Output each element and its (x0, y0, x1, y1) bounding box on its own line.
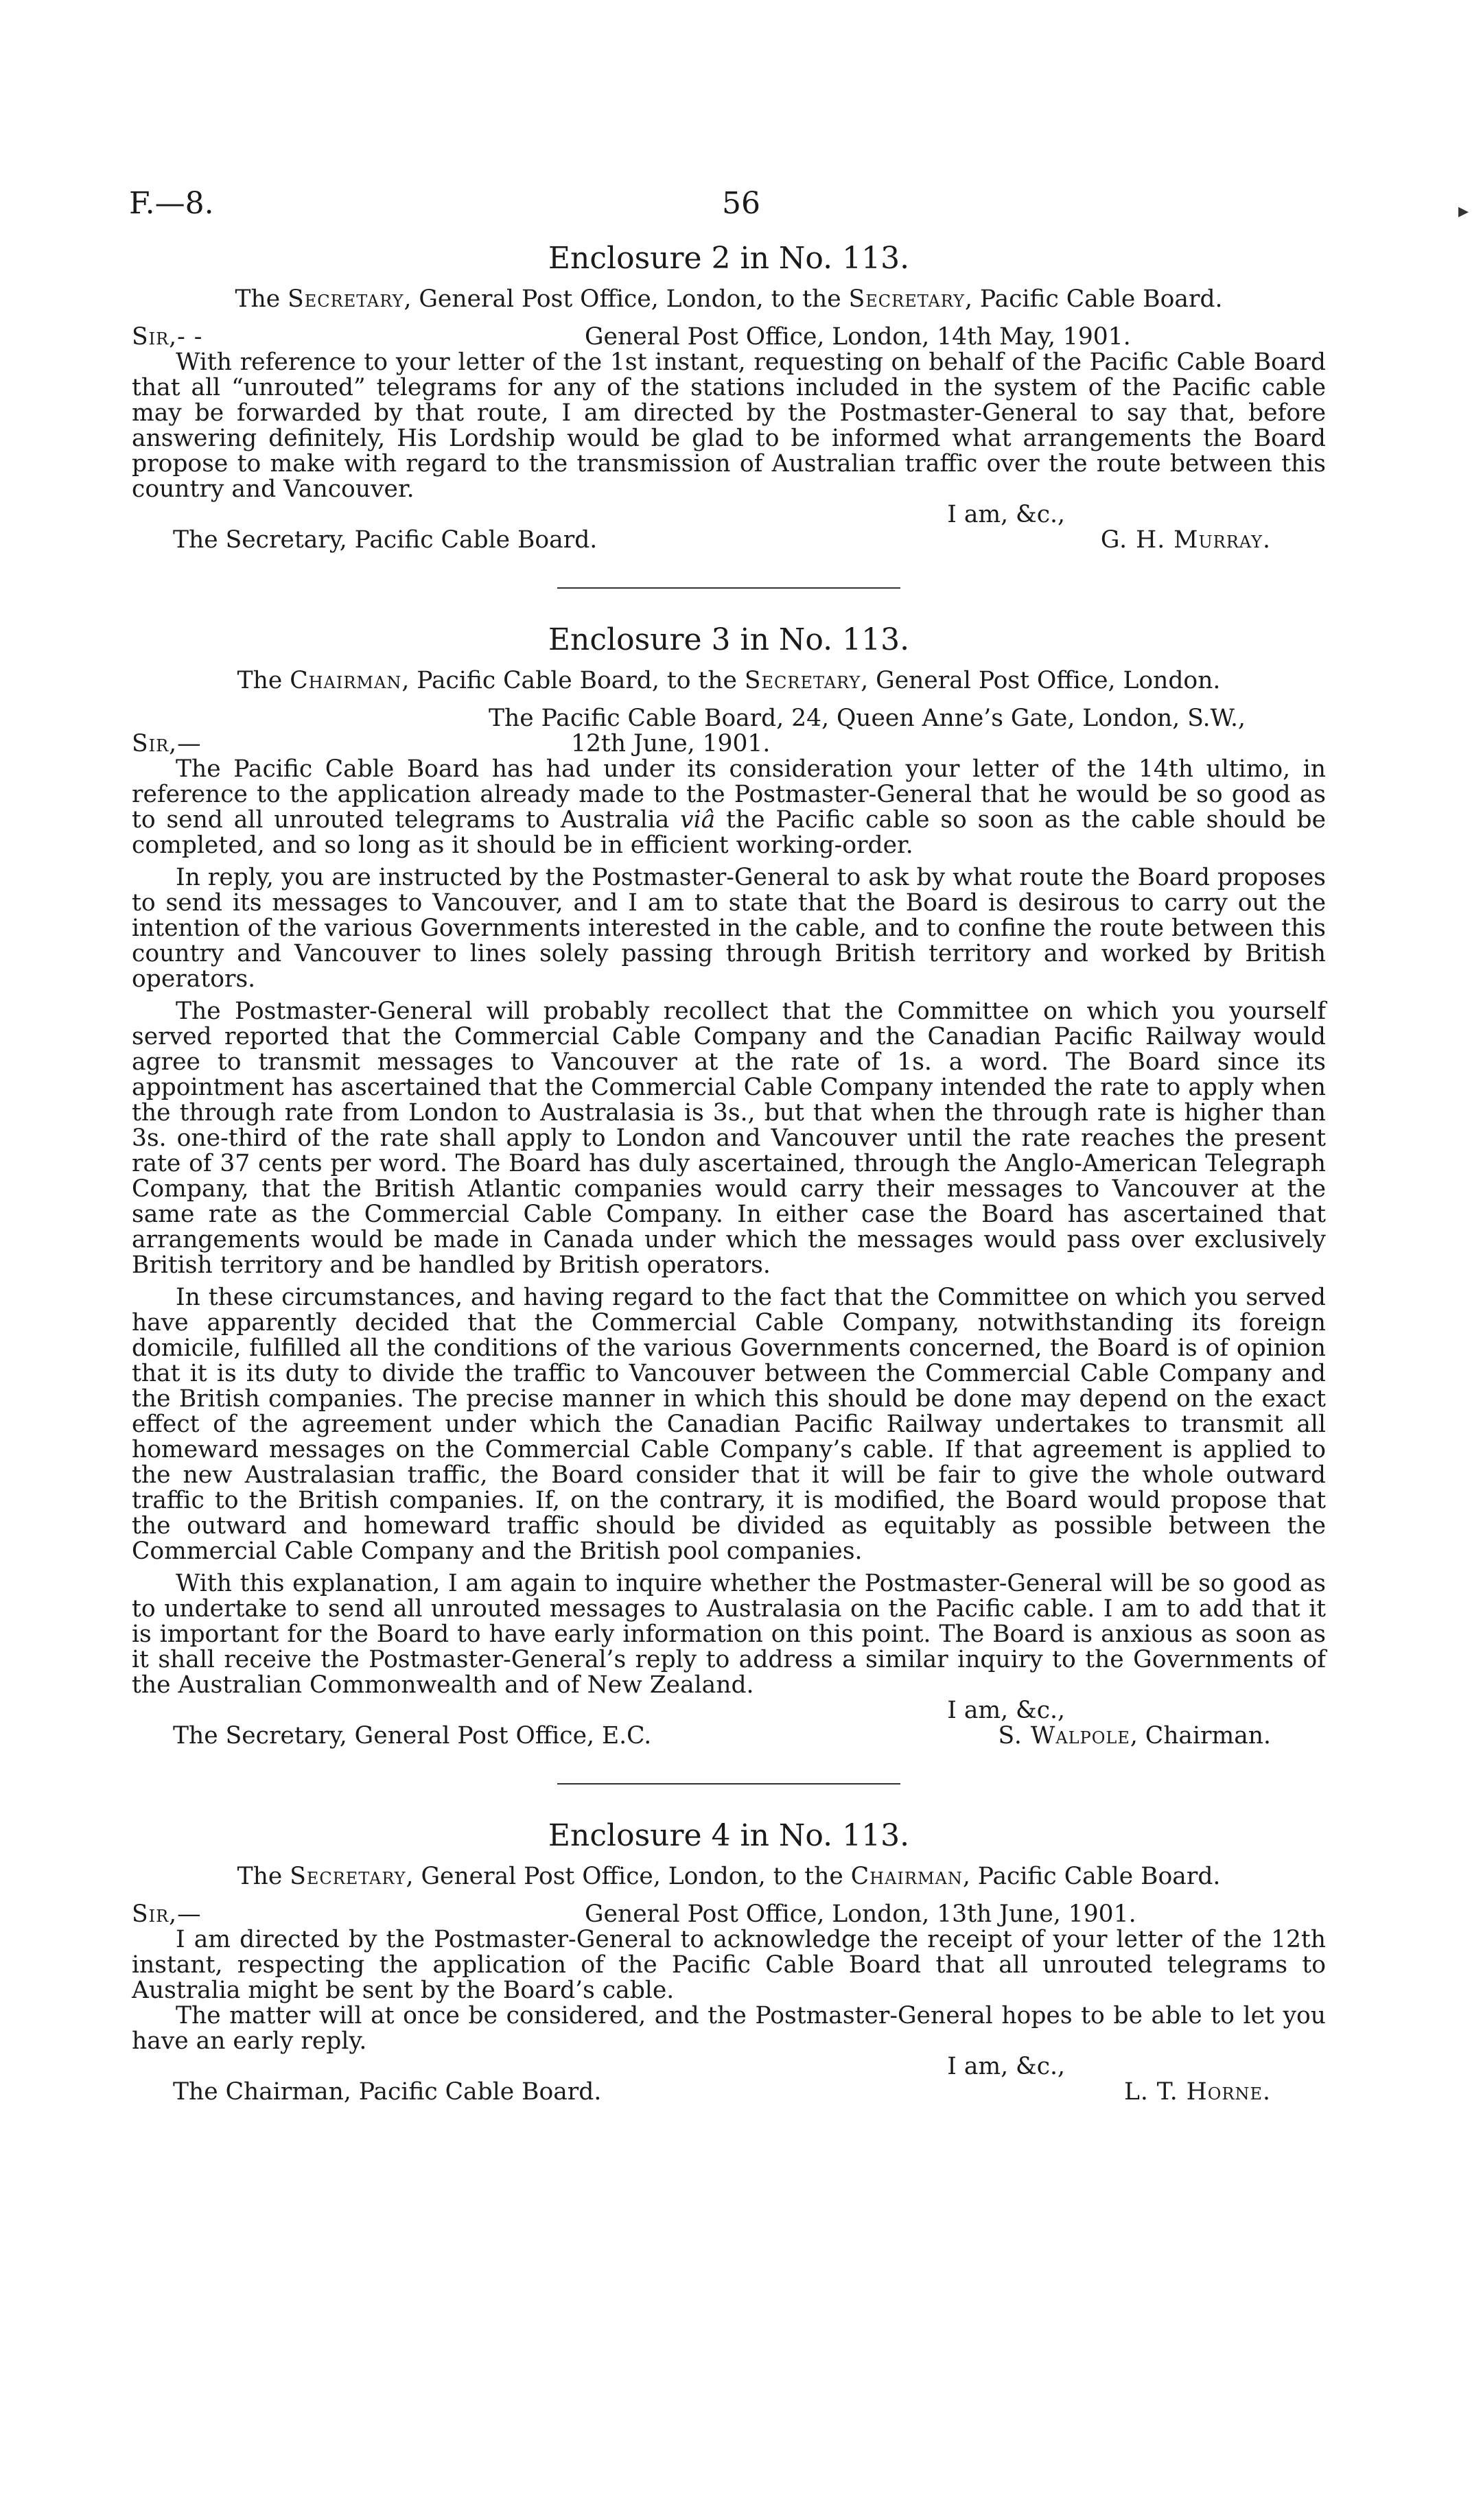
enclosure-3-heading: Enclosure 3 in No. 113. (548, 622, 910, 657)
document-body (132, 185, 1326, 2105)
enclosure-4-salutation-row (132, 1902, 1326, 1927)
recipient: The Chairman, Pacific Cable Board. (173, 2078, 602, 2106)
letter-paragraph: The Pacific Cable Board has had under its consideration your letter of the 14th ultimo, in reference to the application already made to the Postmaster-General that he would be so good as to send all unrouted telegrams to Australia viâ the Pacific cable so soon as the cable should be completed, and so long as it should be in efficient working-order. (132, 755, 1326, 859)
section-divider (557, 587, 900, 589)
margin-mark: ▸ (1458, 199, 1469, 223)
enclosure-3-address: The Chairman, Pacific Cable Board, to the Secretary, General Post Office, London. (237, 667, 1221, 694)
enclosure-2 (132, 185, 1326, 553)
enclosure-2-heading: Enclosure 2 in No. 113. (548, 241, 910, 276)
closing: I am, &c., (947, 501, 1065, 528)
enclosure-2-salutation-row (132, 325, 1326, 350)
enclosure-4 (132, 1817, 1326, 2105)
enclosure-3-salutation-row (132, 731, 1326, 757)
section-divider (557, 1783, 900, 1785)
signature: L. T. Horne. (1123, 2078, 1271, 2106)
dateline: The Pacific Cable Board, 24, Queen Anne’s Gate, London, S.W., (489, 705, 1246, 732)
recipient: The Secretary, Pacific Cable Board. (173, 526, 598, 554)
closing: I am, &c., (947, 2053, 1065, 2080)
letter-paragraph: The matter will at once be considered, and the Postmaster-General hopes to be able to let you have an early reply. (132, 2002, 1326, 2055)
letter-paragraph: With reference to your letter of the 1st instant, requesting on behalf of the Pacific Cable Board that all “unrouted” telegrams for any of the stations included in the system of the Pacific cable may be forwarded by that route, I am directed by the Postmaster-General to say that, before answering definitely, His Lordship would be glad to be informed what arrangements the Board propose to make with regard to the transmission of Australian traffic over the route between this country and Vancouver. (132, 349, 1326, 503)
salutation: Sir,- - (132, 323, 203, 351)
salutation: Sir,— (132, 1900, 202, 1928)
letter-paragraph: With this explanation, I am again to inquire whether the Postmaster-General will be so good as to undertake to send all unrouted messages to Australasia on the Pacific cable. I am to add that it is important for the Board to have early information on this point. The Board is anxious as soon as it shall receive the Postmaster-General’s reply to address a similar inquiry to the Governments of the Australian Commonwealth and of New Zealand. (132, 1570, 1326, 1699)
letter-paragraph: The Postmaster-General will probably recollect that the Committee on which you yourself served reported that the Commercial Cable Company and the Canadian Pacific Railway would agree to transmit messages to Vancouver at the rate of 1s. a word. The Board since its appointment has ascertained that the Commercial Cable Company intended the rate to apply when the through rate from London to Australasia is 3s., but that when the through rate is higher than 3s. one-third of the rate shall apply to London and Vancouver until the rate reaches the present rate of 37 cents per word. The Board has duly ascertained, through the Anglo-American Telegraph Company, that the British Atlantic companies would carry their messages to Vancouver at the same rate as the Commercial Cable Company. In either case the Board has ascertained that arrangements would be made in Canada under which the messages would pass over exclusively British territory and be handled by British operators. (132, 998, 1326, 1279)
letter-paragraph: In these circumstances, and having regard to the fact that the Committee on which you served have apparently decided that the Commercial Cable Company, notwithstanding its foreign domicile, fulfilled all the conditions of the various Governments concerned, the Board is of opinion that it is its duty to divide the traffic to Vancouver between the Commercial Cable Company and the British companies. The precise manner in which this should be done may depend on the exact effect of the agreement under which the Canadian Pacific Railway undertakes to transmit all homeward messages on the Commercial Cable Company’s cable. If that agreement is applied to the new Australasian traffic, the Board consider that it will be fair to give the whole outward traffic to the British companies. If, on the contrary, it is modified, the Board would propose that the outward and homeward traffic should be divided as equitably as possible between the Commercial Cable Company and the British pool companies. (132, 1284, 1326, 1565)
page-number: 56 (722, 186, 760, 221)
enclosure-4-address: The Secretary, General Post Office, London, to the Chairman, Pacific Cable Board. (237, 1863, 1221, 1890)
signature: S. Walpole, Chairman. (998, 1722, 1271, 1750)
signature-row (132, 2080, 1326, 2105)
enclosure-2-address: The Secretary, General Post Office, London, to the Secretary, Pacific Cable Board. (235, 285, 1223, 313)
letter-paragraph: I am directed by the Postmaster-General to acknowledge the receipt of your letter of the 12th instant, respecting the application of the Pacific Cable Board that all unrouted telegrams to Australia might be sent by the Board’s cable. (132, 1926, 1326, 2004)
signature-row (132, 1723, 1326, 1749)
letter-paragraph: In reply, you are instructed by the Postmaster-General to ask by what route the Board proposes to send its messages to Vancouver, and I am to state that the Board is desirous to carry out the intention of the various Governments interested in the cable, and to confine the route between this country and Vancouver to lines solely passing through British territory and worked by British operators. (132, 864, 1326, 993)
signature: G. H. Murray. (1100, 526, 1271, 554)
recipient: The Secretary, General Post Office, E.C. (173, 1722, 652, 1750)
signature-row (132, 528, 1326, 553)
closing: I am, &c., (947, 1697, 1065, 1724)
dateline: General Post Office, London, 14th May, 1901. (585, 323, 1131, 351)
page-reference: F.—8. (129, 186, 214, 221)
salutation: Sir,— (132, 730, 202, 757)
enclosure-3 (132, 622, 1326, 1749)
enclosure-4-heading: Enclosure 4 in No. 113. (548, 1818, 910, 1853)
dateline: General Post Office, London, 13th June, 1901. (585, 1900, 1136, 1928)
dateline-date: 12th June, 1901. (571, 730, 771, 757)
